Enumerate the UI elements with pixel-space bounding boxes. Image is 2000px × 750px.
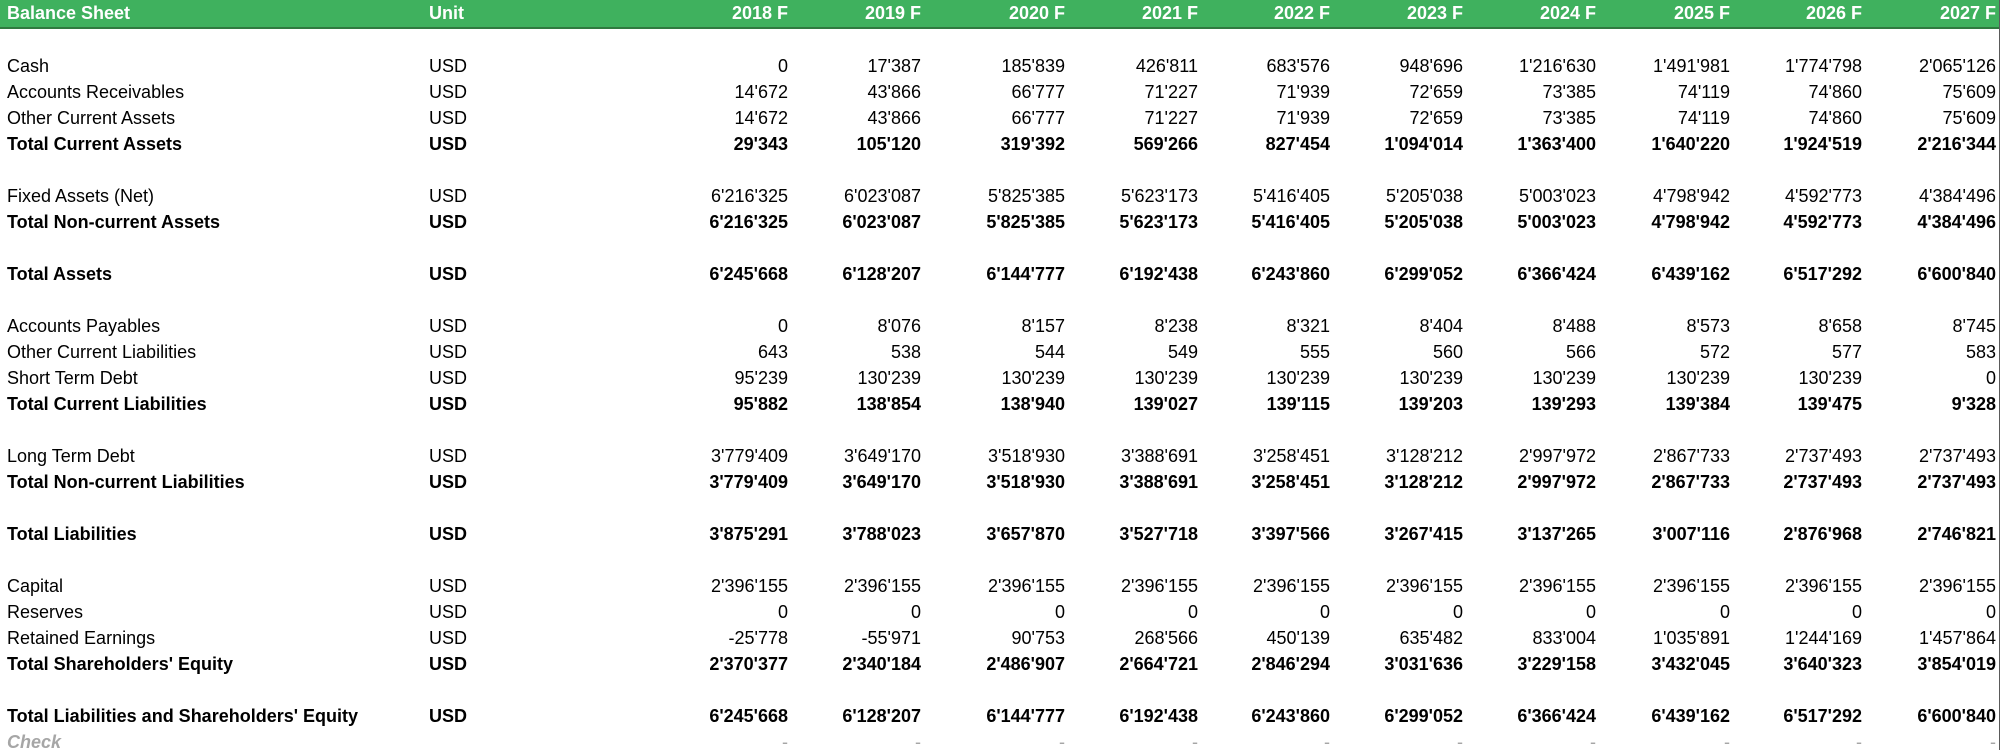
table-row-total-shareholders-equity [0, 651, 2000, 677]
year-header[interactable]: 2024 F [1539, 3, 1596, 23]
value-cell[interactable]: -55'971 [861, 628, 921, 648]
year-header[interactable]: 2027 F [1939, 3, 1996, 23]
value-cell[interactable]: 4'592'773 [1783, 212, 1862, 232]
value-cell[interactable]: 4'384'496 [1917, 212, 1996, 232]
value-cell[interactable]: 5'205'038 [1384, 212, 1463, 232]
row-unit[interactable]: USD [429, 342, 468, 362]
value-cell[interactable]: 130'239 [857, 368, 921, 388]
value-cell[interactable]: 8'238 [1154, 316, 1198, 336]
value-cell[interactable]: 139'027 [1133, 394, 1198, 414]
value-cell[interactable]: 2'396'155 [1919, 576, 1996, 596]
value-cell[interactable]: 6'144'777 [986, 706, 1065, 726]
row-label[interactable]: Total Shareholders' Equity [7, 654, 233, 674]
value-cell[interactable]: 2'396'155 [1121, 576, 1198, 596]
row-label[interactable]: Short Term Debt [7, 368, 138, 388]
year-header[interactable]: 2019 F [864, 3, 921, 23]
value-cell[interactable]: 71'939 [1276, 108, 1330, 128]
value-cell[interactable]: 1'216'630 [1519, 56, 1596, 76]
value-cell[interactable]: 6'192'438 [1119, 264, 1198, 284]
row-label[interactable]: Total Non-current Assets [7, 212, 221, 232]
value-cell[interactable]: 2'396'155 [1785, 576, 1862, 596]
value-cell[interactable]: 1'457'864 [1919, 628, 1996, 648]
value-cell[interactable]: 0 [1851, 602, 1862, 622]
value-cell[interactable]: 5'416'405 [1251, 212, 1330, 232]
value-cell[interactable]: - [1324, 732, 1330, 750]
year-header[interactable]: 2018 F [731, 3, 788, 23]
value-cell[interactable]: 6'216'325 [709, 212, 788, 232]
table-row-check [0, 729, 2000, 750]
row-unit[interactable]: USD [429, 628, 468, 648]
value-cell[interactable]: 71'227 [1144, 108, 1198, 128]
row-label[interactable]: Total Liabilities [7, 524, 137, 544]
value-cell[interactable]: 6'439'162 [1651, 706, 1730, 726]
value-cell[interactable]: 8'404 [1419, 316, 1463, 336]
value-cell[interactable]: 1'094'014 [1384, 134, 1463, 154]
value-cell[interactable]: 5'623'173 [1121, 186, 1198, 206]
value-cell[interactable]: 139'203 [1398, 394, 1463, 414]
value-cell[interactable]: 6'144'777 [986, 264, 1065, 284]
value-cell[interactable]: 3'854'019 [1917, 654, 1996, 674]
row-label[interactable]: Other Current Assets [7, 108, 176, 128]
table-row-long-term-debt [0, 443, 2000, 469]
value-cell[interactable]: 0 [1319, 602, 1330, 622]
year-header[interactable]: 2020 F [1008, 3, 1065, 23]
value-cell[interactable]: 827'454 [1265, 134, 1330, 154]
value-cell[interactable]: 3'258'451 [1251, 472, 1330, 492]
value-cell[interactable]: 1'244'169 [1785, 628, 1862, 648]
value-cell[interactable]: 549 [1167, 342, 1198, 362]
value-cell[interactable]: 130'239 [1266, 368, 1330, 388]
value-cell[interactable]: 2'997'972 [1519, 446, 1596, 466]
value-cell[interactable]: 5'825'385 [988, 186, 1065, 206]
value-cell[interactable]: 3'527'718 [1119, 524, 1198, 544]
value-cell[interactable]: 683'576 [1266, 56, 1330, 76]
value-cell[interactable]: 555 [1299, 342, 1330, 362]
value-cell[interactable]: - [1590, 732, 1596, 750]
value-cell[interactable]: 1'491'981 [1653, 56, 1730, 76]
value-cell[interactable]: 8'745 [1952, 316, 1996, 336]
row-unit[interactable]: USD [429, 82, 468, 102]
value-cell[interactable]: 2'396'155 [844, 576, 921, 596]
value-cell[interactable]: 2'746'821 [1917, 524, 1996, 544]
value-cell[interactable]: 2'737'493 [1783, 472, 1862, 492]
value-cell[interactable]: 0 [1452, 602, 1463, 622]
value-cell[interactable]: 75'609 [1942, 108, 1996, 128]
row-label[interactable]: Fixed Assets (Net) [7, 186, 155, 206]
value-cell[interactable]: - [1457, 732, 1463, 750]
value-cell[interactable]: 3'229'158 [1517, 654, 1596, 674]
value-cell[interactable]: 0 [777, 316, 788, 336]
value-cell[interactable]: 0 [1054, 602, 1065, 622]
value-cell[interactable]: 6'366'424 [1517, 706, 1596, 726]
table-row-total-assets [0, 261, 2000, 287]
value-cell[interactable]: 130'239 [1798, 368, 1862, 388]
table-row-total-non-current-liabilities [0, 469, 2000, 495]
value-cell[interactable]: 185'839 [1001, 56, 1065, 76]
value-cell[interactable]: - [1059, 732, 1065, 750]
value-cell[interactable]: 2'396'155 [711, 576, 788, 596]
value-cell[interactable]: 3'007'116 [1652, 524, 1730, 544]
value-cell[interactable]: 8'157 [1021, 316, 1065, 336]
value-cell[interactable]: 6'366'424 [1517, 264, 1596, 284]
value-cell[interactable]: 2'867'733 [1651, 472, 1730, 492]
value-cell[interactable]: - [1192, 732, 1198, 750]
value-cell[interactable]: 3'657'870 [986, 524, 1065, 544]
value-cell[interactable]: 583 [1965, 342, 1996, 362]
value-cell[interactable]: 6'439'162 [1651, 264, 1730, 284]
value-cell[interactable]: 2'396'155 [988, 576, 1065, 596]
value-cell[interactable]: 71'939 [1276, 82, 1330, 102]
table-row-total-non-current-assets [0, 209, 2000, 235]
value-cell[interactable]: 6'192'438 [1119, 706, 1198, 726]
value-cell[interactable]: 8'076 [877, 316, 921, 336]
row-label[interactable]: Check [7, 732, 62, 750]
value-cell[interactable]: - [1724, 732, 1730, 750]
value-cell[interactable]: 3'788'023 [842, 524, 921, 544]
row-unit[interactable]: USD [429, 186, 468, 206]
value-cell[interactable]: 572 [1699, 342, 1730, 362]
value-cell[interactable]: 2'997'972 [1517, 472, 1596, 492]
value-cell[interactable]: 0 [1187, 602, 1198, 622]
value-cell[interactable]: 0 [1585, 602, 1596, 622]
table-row-capital [0, 573, 2000, 599]
table-row-reserves [0, 599, 2000, 625]
row-unit[interactable]: USD [429, 524, 468, 544]
year-header[interactable]: 2021 F [1141, 3, 1198, 23]
value-cell[interactable]: 3'518'930 [988, 446, 1065, 466]
value-cell[interactable]: 73'385 [1542, 108, 1596, 128]
value-cell[interactable]: 8'488 [1552, 316, 1596, 336]
value-cell[interactable]: 833'004 [1532, 628, 1596, 648]
value-cell[interactable]: - [1856, 732, 1862, 750]
value-cell[interactable]: - [1990, 732, 1996, 750]
table-row-total-liabilities-and-equity [0, 703, 2000, 729]
table-row-other-current-assets [0, 105, 2000, 131]
value-cell[interactable]: 2'370'377 [709, 654, 788, 674]
value-cell[interactable]: 139'475 [1797, 394, 1862, 414]
value-cell[interactable]: 8'573 [1686, 316, 1730, 336]
value-cell[interactable]: 5'416'405 [1253, 186, 1330, 206]
row-label[interactable]: Other Current Liabilities [7, 342, 197, 362]
row-unit[interactable]: USD [429, 654, 468, 674]
year-header[interactable]: 2026 F [1805, 3, 1862, 23]
value-cell[interactable]: 566 [1565, 342, 1596, 362]
value-cell[interactable]: 6'245'668 [709, 706, 788, 726]
value-cell[interactable]: 560 [1432, 342, 1463, 362]
value-cell[interactable]: 0 [1985, 602, 1996, 622]
value-cell[interactable]: 2'396'155 [1653, 576, 1730, 596]
value-cell[interactable]: 3'779'409 [709, 472, 788, 492]
value-cell[interactable]: 2'846'294 [1251, 654, 1330, 674]
value-cell[interactable]: 3'388'691 [1121, 446, 1198, 466]
value-cell[interactable]: 14'672 [734, 108, 788, 128]
value-cell[interactable]: 8'321 [1286, 316, 1330, 336]
value-cell[interactable]: 130'239 [1532, 368, 1596, 388]
row-label[interactable]: Retained Earnings [7, 628, 156, 648]
value-cell[interactable]: 6'243'860 [1251, 706, 1330, 726]
row-label[interactable]: Reserves [7, 602, 84, 622]
value-cell[interactable]: 2'737'493 [1919, 446, 1996, 466]
year-header[interactable]: 2022 F [1273, 3, 1330, 23]
value-cell[interactable]: 75'609 [1942, 82, 1996, 102]
value-cell[interactable]: 3'397'566 [1251, 524, 1330, 544]
value-cell[interactable]: 268'566 [1134, 628, 1198, 648]
value-cell[interactable]: 2'396'155 [1519, 576, 1596, 596]
value-cell[interactable]: 66'777 [1011, 82, 1065, 102]
value-cell[interactable]: 3'258'451 [1253, 446, 1330, 466]
value-cell[interactable]: 538 [890, 342, 921, 362]
value-cell[interactable]: 6'299'052 [1384, 264, 1463, 284]
row-unit[interactable]: USD [429, 706, 468, 726]
value-cell[interactable]: 105'120 [856, 134, 921, 154]
value-cell[interactable]: - [915, 732, 921, 750]
table-row-total-current-assets [0, 131, 2000, 157]
value-cell[interactable]: 3'875'291 [709, 524, 788, 544]
value-cell[interactable]: 29'343 [733, 134, 788, 154]
row-label[interactable]: Total Current Liabilities [7, 394, 207, 414]
row-label[interactable]: Accounts Receivables [7, 82, 185, 102]
value-cell[interactable]: 139'115 [1266, 394, 1330, 414]
value-cell[interactable]: 569'266 [1133, 134, 1198, 154]
value-cell[interactable]: 426'811 [1135, 56, 1198, 76]
value-cell[interactable]: 450'139 [1266, 628, 1330, 648]
value-cell[interactable]: 6'128'207 [842, 264, 921, 284]
value-cell[interactable]: 0 [1985, 368, 1996, 388]
value-cell[interactable]: 71'227 [1144, 82, 1198, 102]
value-cell[interactable]: 6'600'840 [1917, 264, 1996, 284]
row-label[interactable]: Cash [7, 56, 50, 76]
row-unit[interactable]: USD [429, 472, 468, 492]
value-cell[interactable]: 6'128'207 [842, 706, 921, 726]
value-cell[interactable]: 948'696 [1399, 56, 1463, 76]
value-cell[interactable]: 130'239 [1134, 368, 1198, 388]
value-cell[interactable]: 3'128'212 [1384, 472, 1463, 492]
value-cell[interactable]: 138'854 [856, 394, 921, 414]
value-cell[interactable]: 90'753 [1011, 628, 1065, 648]
value-cell[interactable]: 2'340'184 [842, 654, 921, 674]
value-cell[interactable]: 544 [1034, 342, 1065, 362]
value-cell[interactable]: 9'328 [1951, 394, 1996, 414]
value-cell[interactable]: 3'267'415 [1384, 524, 1463, 544]
value-cell[interactable]: 14'672 [734, 82, 788, 102]
value-cell[interactable]: 95'239 [734, 368, 788, 388]
row-unit[interactable]: USD [429, 212, 468, 232]
value-cell[interactable]: 8'658 [1818, 316, 1862, 336]
row-unit[interactable]: USD [429, 576, 468, 596]
table-row-fixed-assets-net [0, 183, 2000, 209]
value-cell[interactable]: 0 [910, 602, 921, 622]
value-cell[interactable]: 5'825'385 [986, 212, 1065, 232]
value-cell[interactable]: 1'924'519 [1783, 134, 1862, 154]
table-row-accounts-receivables [0, 79, 2000, 105]
value-cell[interactable]: 66'777 [1011, 108, 1065, 128]
value-cell[interactable]: 2'486'907 [986, 654, 1065, 674]
row-unit[interactable]: USD [429, 602, 468, 622]
table-row-short-term-debt [0, 365, 2000, 391]
value-cell[interactable]: 74'119 [1677, 108, 1730, 128]
value-cell[interactable]: 6'023'087 [844, 186, 921, 206]
row-unit[interactable]: USD [429, 264, 468, 284]
value-cell[interactable]: 577 [1831, 342, 1862, 362]
table-row-cash [0, 53, 2000, 79]
row-label[interactable]: Total Assets [7, 264, 113, 284]
value-cell[interactable]: 72'659 [1409, 108, 1463, 128]
value-cell[interactable]: 635'482 [1399, 628, 1463, 648]
header-title[interactable]: Balance Sheet [7, 3, 131, 23]
value-cell[interactable]: 6'517'292 [1783, 264, 1862, 284]
value-cell[interactable]: 6'600'840 [1917, 706, 1996, 726]
value-cell[interactable]: 3'640'323 [1783, 654, 1862, 674]
value-cell[interactable]: 6'023'087 [842, 212, 921, 232]
value-cell[interactable]: 2'065'126 [1919, 56, 1996, 76]
row-unit[interactable]: USD [429, 56, 468, 76]
header-divider [0, 27, 2000, 29]
row-label[interactable]: Total Non-current Liabilities [7, 472, 245, 492]
value-cell[interactable]: 643 [757, 342, 788, 362]
value-cell[interactable]: 6'245'668 [709, 264, 788, 284]
row-unit[interactable]: USD [429, 394, 468, 414]
value-cell[interactable]: - [782, 732, 788, 750]
value-cell[interactable]: 43'866 [867, 108, 921, 128]
value-cell[interactable]: 5'003'023 [1517, 212, 1596, 232]
value-cell[interactable]: 4'798'942 [1653, 186, 1730, 206]
row-unit[interactable]: USD [429, 446, 468, 466]
value-cell[interactable]: 3'388'691 [1119, 472, 1198, 492]
row-unit[interactable]: USD [429, 108, 468, 128]
value-cell[interactable]: 2'737'493 [1917, 472, 1996, 492]
value-cell[interactable]: 6'216'325 [711, 186, 788, 206]
value-cell[interactable]: 3'649'170 [844, 446, 921, 466]
table-row-total-liabilities [0, 521, 2000, 547]
value-cell[interactable]: 3'649'170 [842, 472, 921, 492]
value-cell[interactable]: 3'031'636 [1384, 654, 1463, 674]
value-cell[interactable]: 130'239 [1666, 368, 1730, 388]
value-cell[interactable]: 3'518'930 [986, 472, 1065, 492]
value-cell[interactable]: 2'664'721 [1119, 654, 1198, 674]
row-unit[interactable]: USD [429, 316, 468, 336]
value-cell[interactable]: 43'866 [867, 82, 921, 102]
row-label[interactable]: Capital [7, 576, 64, 596]
value-cell[interactable]: 95'882 [733, 394, 788, 414]
value-cell[interactable]: 2'396'155 [1253, 576, 1330, 596]
value-cell[interactable]: 72'659 [1409, 82, 1463, 102]
value-cell[interactable]: 2'867'733 [1653, 446, 1730, 466]
table-row-accounts-payables [0, 313, 2000, 339]
value-cell[interactable]: 5'003'023 [1519, 186, 1596, 206]
value-cell[interactable]: 130'239 [1399, 368, 1463, 388]
value-cell[interactable]: 6'243'860 [1251, 264, 1330, 284]
value-cell[interactable]: 2'396'155 [1386, 576, 1463, 596]
value-cell[interactable]: 3'432'045 [1651, 654, 1730, 674]
value-cell[interactable]: 5'623'173 [1119, 212, 1198, 232]
value-cell[interactable]: 0 [777, 56, 788, 76]
row-unit[interactable]: USD [429, 134, 468, 154]
row-unit[interactable]: USD [429, 368, 468, 388]
value-cell[interactable]: 6'517'292 [1783, 706, 1862, 726]
value-cell[interactable]: 1'035'891 [1653, 628, 1730, 648]
value-cell[interactable]: 4'384'496 [1919, 186, 1996, 206]
row-label[interactable]: Total Liabilities and Shareholders' Equity [7, 706, 359, 726]
value-cell[interactable]: 319'392 [1000, 134, 1065, 154]
value-cell[interactable]: 130'239 [1001, 368, 1065, 388]
value-cell[interactable]: 17'387 [867, 56, 921, 76]
value-cell[interactable]: 3'128'212 [1386, 446, 1463, 466]
value-cell[interactable]: 3'137'265 [1517, 524, 1596, 544]
value-cell[interactable]: 1'774'798 [1785, 56, 1862, 76]
value-cell[interactable]: 5'205'038 [1386, 186, 1463, 206]
header-unit[interactable]: Unit [429, 3, 464, 23]
value-cell[interactable]: 0 [777, 602, 788, 622]
value-cell[interactable]: 4'592'773 [1785, 186, 1862, 206]
value-cell[interactable]: 0 [1719, 602, 1730, 622]
value-cell[interactable]: 74'860 [1808, 108, 1862, 128]
value-cell[interactable]: 2'876'968 [1783, 524, 1862, 544]
value-cell[interactable]: 74'119 [1677, 82, 1730, 102]
value-cell[interactable]: 1'363'400 [1517, 134, 1596, 154]
row-label[interactable]: Long Term Debt [7, 446, 135, 466]
value-cell[interactable]: 3'779'409 [711, 446, 788, 466]
value-cell[interactable]: 2'216'344 [1917, 134, 1996, 154]
value-cell[interactable]: -25'778 [728, 628, 788, 648]
value-cell[interactable]: 138'940 [1000, 394, 1065, 414]
table-row-other-current-liabilities [0, 339, 2000, 365]
header-row [0, 0, 2000, 27]
value-cell[interactable]: 73'385 [1542, 82, 1596, 102]
table-row-retained-earnings [0, 625, 2000, 651]
value-cell[interactable]: 6'299'052 [1384, 706, 1463, 726]
value-cell[interactable]: 4'798'942 [1651, 212, 1730, 232]
year-header[interactable]: 2025 F [1673, 3, 1730, 23]
value-cell[interactable]: 139'293 [1531, 394, 1596, 414]
row-label[interactable]: Total Current Assets [7, 134, 183, 154]
row-label[interactable]: Accounts Payables [7, 316, 161, 336]
year-header[interactable]: 2023 F [1406, 3, 1463, 23]
value-cell[interactable]: 2'737'493 [1785, 446, 1862, 466]
table-row-total-current-liabilities [0, 391, 2000, 417]
value-cell[interactable]: 74'860 [1808, 82, 1862, 102]
value-cell[interactable]: 1'640'220 [1651, 134, 1730, 154]
value-cell[interactable]: 139'384 [1665, 394, 1730, 414]
